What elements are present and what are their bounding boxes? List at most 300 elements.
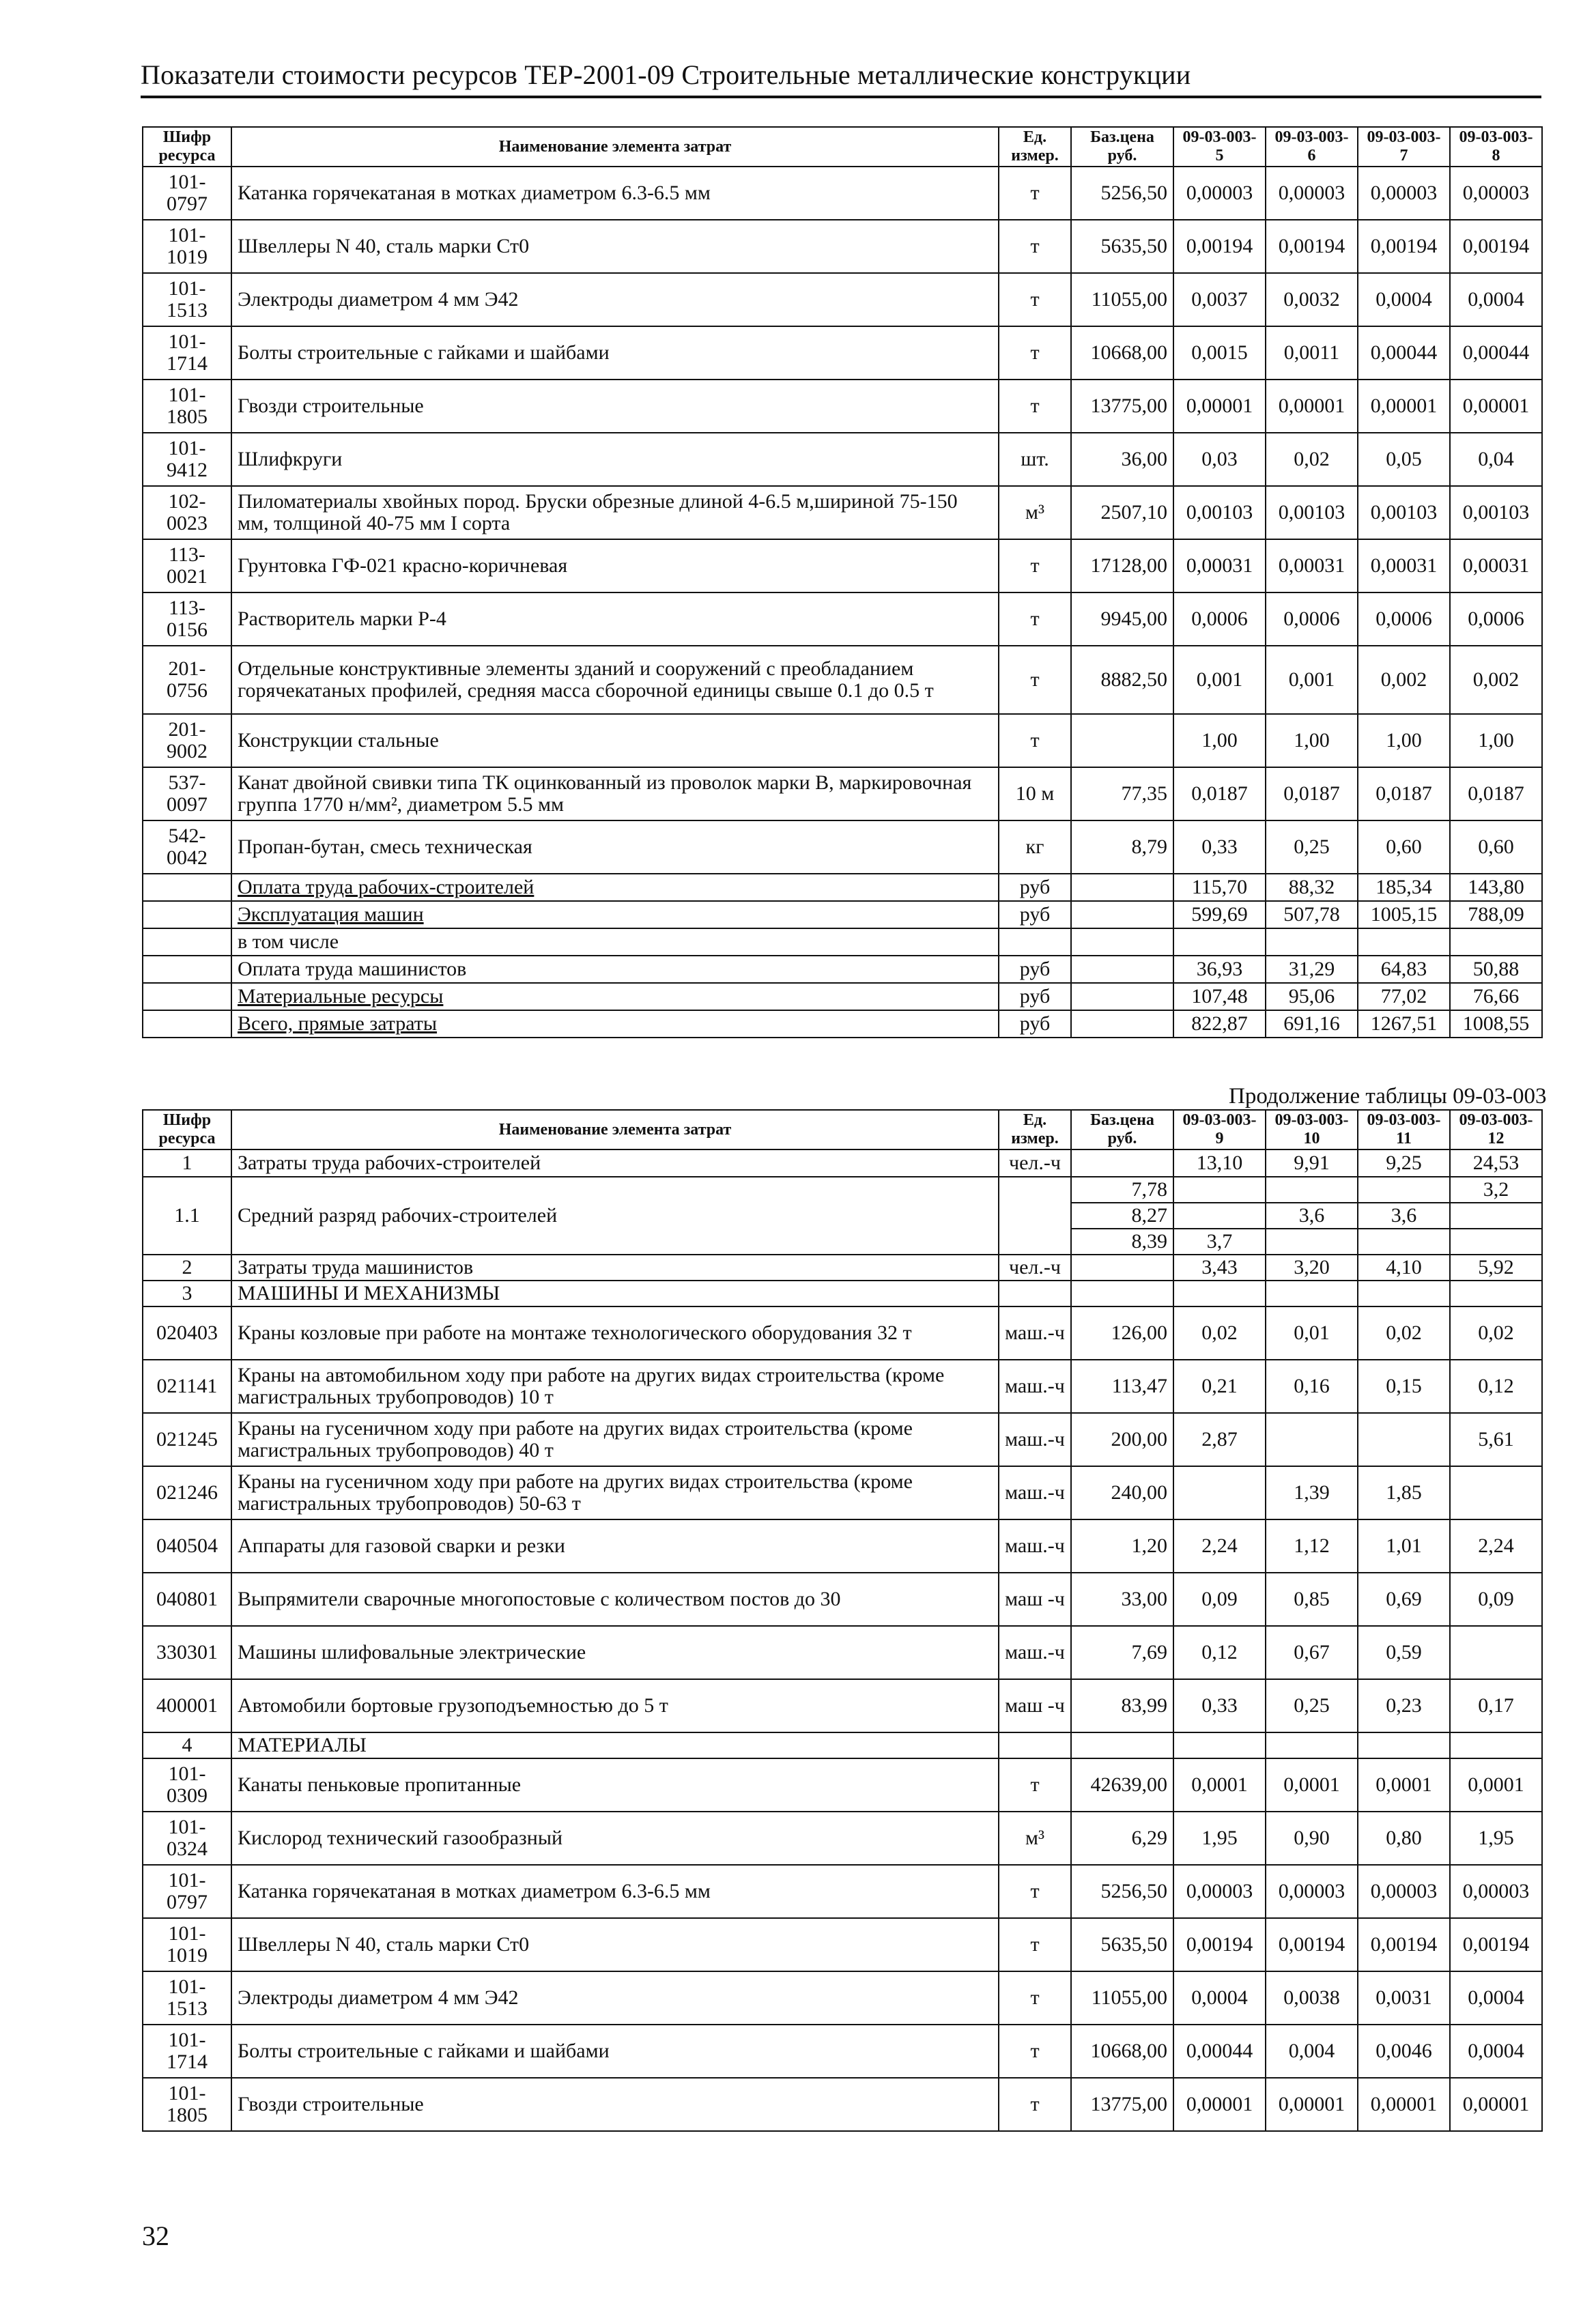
header-code: Шифр ресурса bbox=[143, 1110, 231, 1149]
table-row bbox=[143, 433, 1542, 486]
price-cell: 36,00 bbox=[1071, 433, 1173, 486]
unit-cell: м³ bbox=[999, 486, 1071, 539]
price-cell: 5256,50 bbox=[1071, 1865, 1173, 1918]
value-cell: 0,00044 bbox=[1450, 326, 1542, 380]
page-title: Показатели стоимости ресурсов ТЕР-2001-09 Строительные металлические конструкции bbox=[141, 59, 1191, 90]
empty-cell bbox=[143, 1010, 231, 1038]
resource-code: 101-0797 bbox=[143, 167, 231, 220]
resource-name: Гвозди строительные bbox=[231, 380, 999, 433]
table-row bbox=[143, 1306, 1542, 1360]
grade-value: 8,39 bbox=[1071, 1229, 1173, 1255]
value-cell: 1,01 bbox=[1358, 1519, 1450, 1573]
value-cell: 0,60 bbox=[1358, 820, 1450, 874]
empty-cell bbox=[1450, 1732, 1542, 1758]
table-row bbox=[143, 714, 1542, 767]
empty-cell bbox=[999, 1732, 1071, 1758]
table-row bbox=[143, 646, 1542, 714]
header-col: 09-03-003-9 bbox=[1173, 1110, 1266, 1149]
table-row bbox=[143, 273, 1542, 326]
total-value: 31,29 bbox=[1266, 956, 1358, 983]
total-value: 691,16 bbox=[1266, 1010, 1358, 1038]
resource-code: 020403 bbox=[143, 1306, 231, 1360]
total-value: 1005,15 bbox=[1358, 901, 1450, 928]
value-cell: 0,00103 bbox=[1450, 486, 1542, 539]
section-title: МАШИНЫ И МЕХАНИЗМЫ bbox=[231, 1281, 999, 1306]
value-cell: 0,0187 bbox=[1173, 767, 1266, 820]
total-value: 50,88 bbox=[1450, 956, 1542, 983]
section-row bbox=[143, 1732, 1542, 1758]
value-cell: 0,25 bbox=[1266, 820, 1358, 874]
resource-code: 101-1714 bbox=[143, 326, 231, 380]
resource-code: 101-1513 bbox=[143, 1971, 231, 2025]
empty-cell bbox=[1071, 928, 1173, 956]
resource-name: Электроды диаметром 4 мм Э42 bbox=[231, 273, 999, 326]
value-cell: 0,0004 bbox=[1450, 1971, 1542, 2025]
price-cell: 113,47 bbox=[1071, 1360, 1173, 1413]
table-row bbox=[143, 1918, 1542, 1971]
value-cell: 0,00001 bbox=[1358, 2078, 1450, 2131]
price-cell: 17128,00 bbox=[1071, 539, 1173, 592]
value-cell: 0,25 bbox=[1266, 1679, 1358, 1732]
price-cell: 13775,00 bbox=[1071, 2078, 1173, 2131]
total-value bbox=[1358, 928, 1450, 956]
price-cell: 200,00 bbox=[1071, 1413, 1173, 1466]
continuation-label: Продолжение таблицы 09-03-003 bbox=[1229, 1084, 1547, 1109]
section-code: 2 bbox=[143, 1255, 231, 1281]
table-row bbox=[143, 820, 1542, 874]
value-cell: 1,39 bbox=[1266, 1466, 1358, 1519]
resource-name: Болты строительные с гайками и шайбами bbox=[231, 2025, 999, 2078]
unit-cell: шт. bbox=[999, 433, 1071, 486]
empty-cell bbox=[1173, 1732, 1266, 1758]
value-cell: 0,0001 bbox=[1266, 1758, 1358, 1812]
totals-row bbox=[143, 983, 1542, 1010]
resource-name: Швеллеры N 40, сталь марки Ст0 bbox=[231, 220, 999, 273]
price-cell: 1,20 bbox=[1071, 1519, 1173, 1573]
unit-cell: т bbox=[999, 592, 1071, 646]
value-cell bbox=[1450, 1229, 1542, 1255]
empty-cell bbox=[1173, 1281, 1266, 1306]
value-cell: 0,00003 bbox=[1358, 1865, 1450, 1918]
empty-cell bbox=[1071, 1149, 1173, 1177]
unit-cell bbox=[999, 928, 1071, 956]
unit-cell: маш -ч bbox=[999, 1573, 1071, 1626]
price-cell: 8,79 bbox=[1071, 820, 1173, 874]
grade-value: 8,27 bbox=[1071, 1203, 1173, 1229]
value-cell: 0,00003 bbox=[1266, 1865, 1358, 1918]
empty-cell bbox=[1071, 1010, 1173, 1038]
unit-cell: т bbox=[999, 380, 1071, 433]
resource-code: 201-9002 bbox=[143, 714, 231, 767]
total-name: Оплата труда рабочих-строителей bbox=[231, 874, 999, 901]
resource-code: 021246 bbox=[143, 1466, 231, 1519]
value-cell bbox=[1358, 1413, 1450, 1466]
price-cell: 8882,50 bbox=[1071, 646, 1173, 714]
value-cell: 0,0006 bbox=[1173, 592, 1266, 646]
value-cell: 0,00194 bbox=[1173, 1918, 1266, 1971]
resource-name: Краны козловые при работе на монтаже технологического оборудования 32 т bbox=[231, 1306, 999, 1360]
resource-table-1 bbox=[142, 126, 1543, 1038]
value-cell: 0,0015 bbox=[1173, 326, 1266, 380]
unit-cell: маш.-ч bbox=[999, 1360, 1071, 1413]
total-name: Оплата труда машинистов bbox=[231, 956, 999, 983]
header-col: 09-03-003-10 bbox=[1266, 1110, 1358, 1149]
unit-cell: маш -ч bbox=[999, 1679, 1071, 1732]
unit-cell: м³ bbox=[999, 1812, 1071, 1865]
value-cell: 0,00001 bbox=[1173, 380, 1266, 433]
header-col: 09-03-003-11 bbox=[1358, 1110, 1450, 1149]
totals-row bbox=[143, 874, 1542, 901]
value-cell: 3,20 bbox=[1266, 1255, 1358, 1281]
total-value: 599,69 bbox=[1173, 901, 1266, 928]
empty-cell bbox=[1266, 1732, 1358, 1758]
resource-code: 537-0097 bbox=[143, 767, 231, 820]
value-cell: 0,00044 bbox=[1358, 326, 1450, 380]
operators-row bbox=[143, 1255, 1542, 1281]
value-cell: 1,95 bbox=[1450, 1812, 1542, 1865]
unit-cell: т bbox=[999, 220, 1071, 273]
value-cell: 0,0006 bbox=[1450, 592, 1542, 646]
resource-name: Краны на гусеничном ходу при работе на других видах строительства (кроме магистральных трубопроводов) 40 т bbox=[231, 1413, 999, 1466]
value-cell bbox=[1266, 1229, 1358, 1255]
empty-cell bbox=[1071, 1281, 1173, 1306]
price-cell: 10668,00 bbox=[1071, 2025, 1173, 2078]
price-cell: 240,00 bbox=[1071, 1466, 1173, 1519]
table-row bbox=[143, 1758, 1542, 1812]
resource-name: Растворитель марки Р-4 bbox=[231, 592, 999, 646]
header-col: 09-03-003-7 bbox=[1358, 127, 1450, 167]
totals-row bbox=[143, 1010, 1542, 1038]
unit-cell: руб bbox=[999, 1010, 1071, 1038]
price-cell: 126,00 bbox=[1071, 1306, 1173, 1360]
table-row bbox=[143, 592, 1542, 646]
unit-cell: руб bbox=[999, 983, 1071, 1010]
unit-cell: маш.-ч bbox=[999, 1519, 1071, 1573]
price-cell: 5635,50 bbox=[1071, 220, 1173, 273]
value-cell: 0,00001 bbox=[1450, 380, 1542, 433]
value-cell: 1,85 bbox=[1358, 1466, 1450, 1519]
unit-cell: руб bbox=[999, 956, 1071, 983]
table-row bbox=[143, 326, 1542, 380]
value-cell: 0,60 bbox=[1450, 820, 1542, 874]
resource-name: Краны на гусеничном ходу при работе на других видах строительства (кроме магистральных трубопроводов) 50-63 т bbox=[231, 1466, 999, 1519]
total-value: 76,66 bbox=[1450, 983, 1542, 1010]
price-cell: 11055,00 bbox=[1071, 1971, 1173, 2025]
value-cell: 1,12 bbox=[1266, 1519, 1358, 1573]
value-cell: 0,69 bbox=[1358, 1573, 1450, 1626]
resource-code: 101-1805 bbox=[143, 380, 231, 433]
value-cell bbox=[1358, 1229, 1450, 1255]
table-row bbox=[143, 2025, 1542, 2078]
totals-row bbox=[143, 928, 1542, 956]
section-row bbox=[143, 1281, 1542, 1306]
table-row bbox=[143, 1865, 1542, 1918]
header-price: Баз.цена руб. bbox=[1071, 1110, 1173, 1149]
total-value: 77,02 bbox=[1358, 983, 1450, 1010]
empty-cell bbox=[143, 874, 231, 901]
value-cell: 0,0037 bbox=[1173, 273, 1266, 326]
empty-cell bbox=[1071, 1255, 1173, 1281]
value-cell: 0,00194 bbox=[1358, 1918, 1450, 1971]
resource-code: 101-0797 bbox=[143, 1865, 231, 1918]
empty-cell bbox=[1266, 1281, 1358, 1306]
value-cell: 0,09 bbox=[1450, 1573, 1542, 1626]
total-value: 788,09 bbox=[1450, 901, 1542, 928]
value-cell: 0,0187 bbox=[1266, 767, 1358, 820]
totals-row bbox=[143, 956, 1542, 983]
resource-name: Катанка горячекатаная в мотках диаметром 6.3-6.5 мм bbox=[231, 1865, 999, 1918]
resource-name: Выпрямители сварочные многопостовые с количеством постов до 30 bbox=[231, 1573, 999, 1626]
price-cell: 7,69 bbox=[1071, 1626, 1173, 1679]
price-cell: 2507,10 bbox=[1071, 486, 1173, 539]
value-cell: 9,91 bbox=[1266, 1149, 1358, 1177]
value-cell: 9,25 bbox=[1358, 1149, 1450, 1177]
section-code: 1.1 bbox=[143, 1177, 231, 1255]
value-cell: 0,16 bbox=[1266, 1360, 1358, 1413]
resource-name: Болты строительные с гайками и шайбами bbox=[231, 326, 999, 380]
resource-name: Затраты труда рабочих-строителей bbox=[231, 1149, 999, 1177]
table-row bbox=[143, 486, 1542, 539]
value-cell: 0,00103 bbox=[1266, 486, 1358, 539]
price-cell: 13775,00 bbox=[1071, 380, 1173, 433]
table-row bbox=[143, 1626, 1542, 1679]
value-cell: 0,02 bbox=[1266, 433, 1358, 486]
unit-cell: маш.-ч bbox=[999, 1306, 1071, 1360]
resource-name: Гвозди строительные bbox=[231, 2078, 999, 2131]
resource-name: Краны на автомобильном ходу при работе на других видах строительства (кроме магистральных трубопроводов) 10 т bbox=[231, 1360, 999, 1413]
unit-cell: чел.-ч bbox=[999, 1255, 1071, 1281]
value-cell: 0,00003 bbox=[1266, 167, 1358, 220]
value-cell: 0,04 bbox=[1450, 433, 1542, 486]
resource-name: Пиломатериалы хвойных пород. Бруски обрезные длиной 4-6.5 м,шириной 75-150 мм, толщиной 40-75 мм I сорта bbox=[231, 486, 999, 539]
resource-name: Грунтовка ГФ-021 красно-коричневая bbox=[231, 539, 999, 592]
price-cell: 77,35 bbox=[1071, 767, 1173, 820]
resource-name: Конструкции стальные bbox=[231, 714, 999, 767]
total-value: 95,06 bbox=[1266, 983, 1358, 1010]
unit-cell: руб bbox=[999, 874, 1071, 901]
total-value: 143,80 bbox=[1450, 874, 1542, 901]
resource-code: 101-0324 bbox=[143, 1812, 231, 1865]
value-cell: 0,0046 bbox=[1358, 2025, 1450, 2078]
value-cell: 0,00194 bbox=[1358, 220, 1450, 273]
header-col: 09-03-003-8 bbox=[1450, 127, 1542, 167]
empty-cell bbox=[1071, 983, 1173, 1010]
unit-cell: т bbox=[999, 167, 1071, 220]
value-cell bbox=[1450, 1466, 1542, 1519]
unit-cell: т bbox=[999, 2025, 1071, 2078]
value-cell: 0,0004 bbox=[1450, 2025, 1542, 2078]
value-cell: 0,00003 bbox=[1450, 1865, 1542, 1918]
value-cell: 0,00194 bbox=[1450, 1918, 1542, 1971]
total-name: Эксплуатация машин bbox=[231, 901, 999, 928]
value-cell: 0,00194 bbox=[1266, 220, 1358, 273]
title-divider bbox=[141, 96, 1541, 98]
total-value bbox=[1173, 928, 1266, 956]
value-cell: 0,00003 bbox=[1450, 167, 1542, 220]
resource-code: 101-1513 bbox=[143, 273, 231, 326]
unit-cell: т bbox=[999, 1865, 1071, 1918]
grade-value: 7,78 bbox=[1071, 1177, 1173, 1203]
price-cell bbox=[1071, 714, 1173, 767]
resource-name: Катанка горячекатаная в мотках диаметром 6.3-6.5 мм bbox=[231, 167, 999, 220]
value-cell: 0,09 bbox=[1173, 1573, 1266, 1626]
empty-cell bbox=[143, 956, 231, 983]
value-cell: 0,0001 bbox=[1173, 1758, 1266, 1812]
resource-name: Канат двойной свивки типа ТК оцинкованный из проволок марки В, маркировочная группа 1770 н/мм², диаметром 5.5 мм bbox=[231, 767, 999, 820]
value-cell: 1,00 bbox=[1173, 714, 1266, 767]
unit-cell: маш.-ч bbox=[999, 1413, 1071, 1466]
value-cell: 0,12 bbox=[1173, 1626, 1266, 1679]
resource-code: 040504 bbox=[143, 1519, 231, 1573]
value-cell: 1,00 bbox=[1266, 714, 1358, 767]
resource-code: 102-0023 bbox=[143, 486, 231, 539]
total-value: 1008,55 bbox=[1450, 1010, 1542, 1038]
value-cell: 0,02 bbox=[1450, 1306, 1542, 1360]
value-cell: 1,00 bbox=[1358, 714, 1450, 767]
header-col: 09-03-003-6 bbox=[1266, 127, 1358, 167]
value-cell: 0,00031 bbox=[1173, 539, 1266, 592]
price-cell: 42639,00 bbox=[1071, 1758, 1173, 1812]
table-row bbox=[143, 220, 1542, 273]
empty-cell bbox=[1358, 1281, 1450, 1306]
value-cell: 1,00 bbox=[1450, 714, 1542, 767]
empty-cell bbox=[999, 1177, 1071, 1255]
resource-code: 400001 bbox=[143, 1679, 231, 1732]
value-cell: 0,0011 bbox=[1266, 326, 1358, 380]
section-code: 4 bbox=[143, 1732, 231, 1758]
value-cell: 0,00001 bbox=[1173, 2078, 1266, 2131]
value-cell: 0,002 bbox=[1450, 646, 1542, 714]
empty-cell bbox=[1071, 956, 1173, 983]
resource-name: Пропан-бутан, смесь техническая bbox=[231, 820, 999, 874]
resource-code: 021245 bbox=[143, 1413, 231, 1466]
empty-cell bbox=[1071, 874, 1173, 901]
value-cell: 0,21 bbox=[1173, 1360, 1266, 1413]
unit-cell: т bbox=[999, 1971, 1071, 2025]
value-cell: 0,00031 bbox=[1266, 539, 1358, 592]
value-cell: 3,2 bbox=[1450, 1177, 1542, 1203]
header-col: 09-03-003-5 bbox=[1173, 127, 1266, 167]
grade-row bbox=[143, 1177, 1542, 1203]
table-row bbox=[143, 539, 1542, 592]
value-cell: 0,15 bbox=[1358, 1360, 1450, 1413]
resource-code: 021141 bbox=[143, 1360, 231, 1413]
resource-code: 542-0042 bbox=[143, 820, 231, 874]
resource-name: Затраты труда машинистов bbox=[231, 1255, 999, 1281]
value-cell: 0,01 bbox=[1266, 1306, 1358, 1360]
value-cell: 0,00044 bbox=[1173, 2025, 1266, 2078]
total-value bbox=[1450, 928, 1542, 956]
value-cell: 0,00194 bbox=[1266, 1918, 1358, 1971]
page-number: 32 bbox=[142, 2220, 169, 2251]
header-code: Шифр ресурса bbox=[143, 127, 231, 167]
value-cell: 5,92 bbox=[1450, 1255, 1542, 1281]
unit-cell: т bbox=[999, 1758, 1071, 1812]
value-cell bbox=[1173, 1177, 1266, 1203]
table-row bbox=[143, 1573, 1542, 1626]
value-cell: 2,24 bbox=[1173, 1519, 1266, 1573]
empty-cell bbox=[1450, 1281, 1542, 1306]
value-cell: 1,95 bbox=[1173, 1812, 1266, 1865]
resource-code: 101-1714 bbox=[143, 2025, 231, 2078]
value-cell: 3,43 bbox=[1173, 1255, 1266, 1281]
value-cell: 0,33 bbox=[1173, 820, 1266, 874]
value-cell: 0,59 bbox=[1358, 1626, 1450, 1679]
unit-cell: чел.-ч bbox=[999, 1149, 1071, 1177]
value-cell: 0,0038 bbox=[1266, 1971, 1358, 2025]
unit-cell: т bbox=[999, 646, 1071, 714]
value-cell: 3,6 bbox=[1358, 1203, 1450, 1229]
unit-cell: 10 м bbox=[999, 767, 1071, 820]
total-name: Всего, прямые затраты bbox=[231, 1010, 999, 1038]
value-cell: 0,33 bbox=[1173, 1679, 1266, 1732]
value-cell: 0,00103 bbox=[1358, 486, 1450, 539]
total-value: 36,93 bbox=[1173, 956, 1266, 983]
table-row bbox=[143, 1466, 1542, 1519]
value-cell: 0,02 bbox=[1358, 1306, 1450, 1360]
unit-cell: т bbox=[999, 273, 1071, 326]
value-cell: 13,10 bbox=[1173, 1149, 1266, 1177]
table-row bbox=[143, 1519, 1542, 1573]
table-row bbox=[143, 2078, 1542, 2131]
price-cell: 5256,50 bbox=[1071, 167, 1173, 220]
resource-name: Аппараты для газовой сварки и резки bbox=[231, 1519, 999, 1573]
value-cell: 0,00103 bbox=[1173, 486, 1266, 539]
total-name: Материальные ресурсы bbox=[231, 983, 999, 1010]
header-col: 09-03-003-12 bbox=[1450, 1110, 1542, 1149]
section-code: 1 bbox=[143, 1149, 231, 1177]
value-cell: 0,00001 bbox=[1266, 380, 1358, 433]
total-name: в том числе bbox=[231, 928, 999, 956]
table-header-row bbox=[143, 1110, 1542, 1149]
empty-cell bbox=[143, 983, 231, 1010]
price-cell: 33,00 bbox=[1071, 1573, 1173, 1626]
resource-code: 113-0156 bbox=[143, 592, 231, 646]
table-row bbox=[143, 167, 1542, 220]
value-cell: 3,6 bbox=[1266, 1203, 1358, 1229]
value-cell: 0,17 bbox=[1450, 1679, 1542, 1732]
value-cell: 0,00194 bbox=[1450, 220, 1542, 273]
value-cell: 0,00003 bbox=[1173, 167, 1266, 220]
value-cell: 0,0004 bbox=[1358, 273, 1450, 326]
resource-code: 330301 bbox=[143, 1626, 231, 1679]
value-cell: 0,03 bbox=[1173, 433, 1266, 486]
section-title: МАТЕРИАЛЫ bbox=[231, 1732, 999, 1758]
value-cell: 5,61 bbox=[1450, 1413, 1542, 1466]
value-cell: 0,0006 bbox=[1266, 592, 1358, 646]
table-row bbox=[143, 1971, 1542, 2025]
value-cell: 3,7 bbox=[1173, 1229, 1266, 1255]
value-cell: 0,00003 bbox=[1173, 1865, 1266, 1918]
value-cell: 0,00194 bbox=[1173, 220, 1266, 273]
labor-row bbox=[143, 1149, 1542, 1177]
section-code: 3 bbox=[143, 1281, 231, 1306]
unit-cell: т bbox=[999, 714, 1071, 767]
value-cell: 0,80 bbox=[1358, 1812, 1450, 1865]
value-cell: 4,10 bbox=[1358, 1255, 1450, 1281]
total-value: 185,34 bbox=[1358, 874, 1450, 901]
value-cell bbox=[1266, 1413, 1358, 1466]
price-cell: 11055,00 bbox=[1071, 273, 1173, 326]
value-cell: 0,00001 bbox=[1358, 380, 1450, 433]
resource-name: Машины шлифовальные электрические bbox=[231, 1626, 999, 1679]
resource-table-2 bbox=[142, 1109, 1543, 2132]
value-cell: 0,02 bbox=[1173, 1306, 1266, 1360]
value-cell bbox=[1358, 1177, 1450, 1203]
resource-code: 040801 bbox=[143, 1573, 231, 1626]
unit-cell: т bbox=[999, 539, 1071, 592]
unit-cell: кг bbox=[999, 820, 1071, 874]
